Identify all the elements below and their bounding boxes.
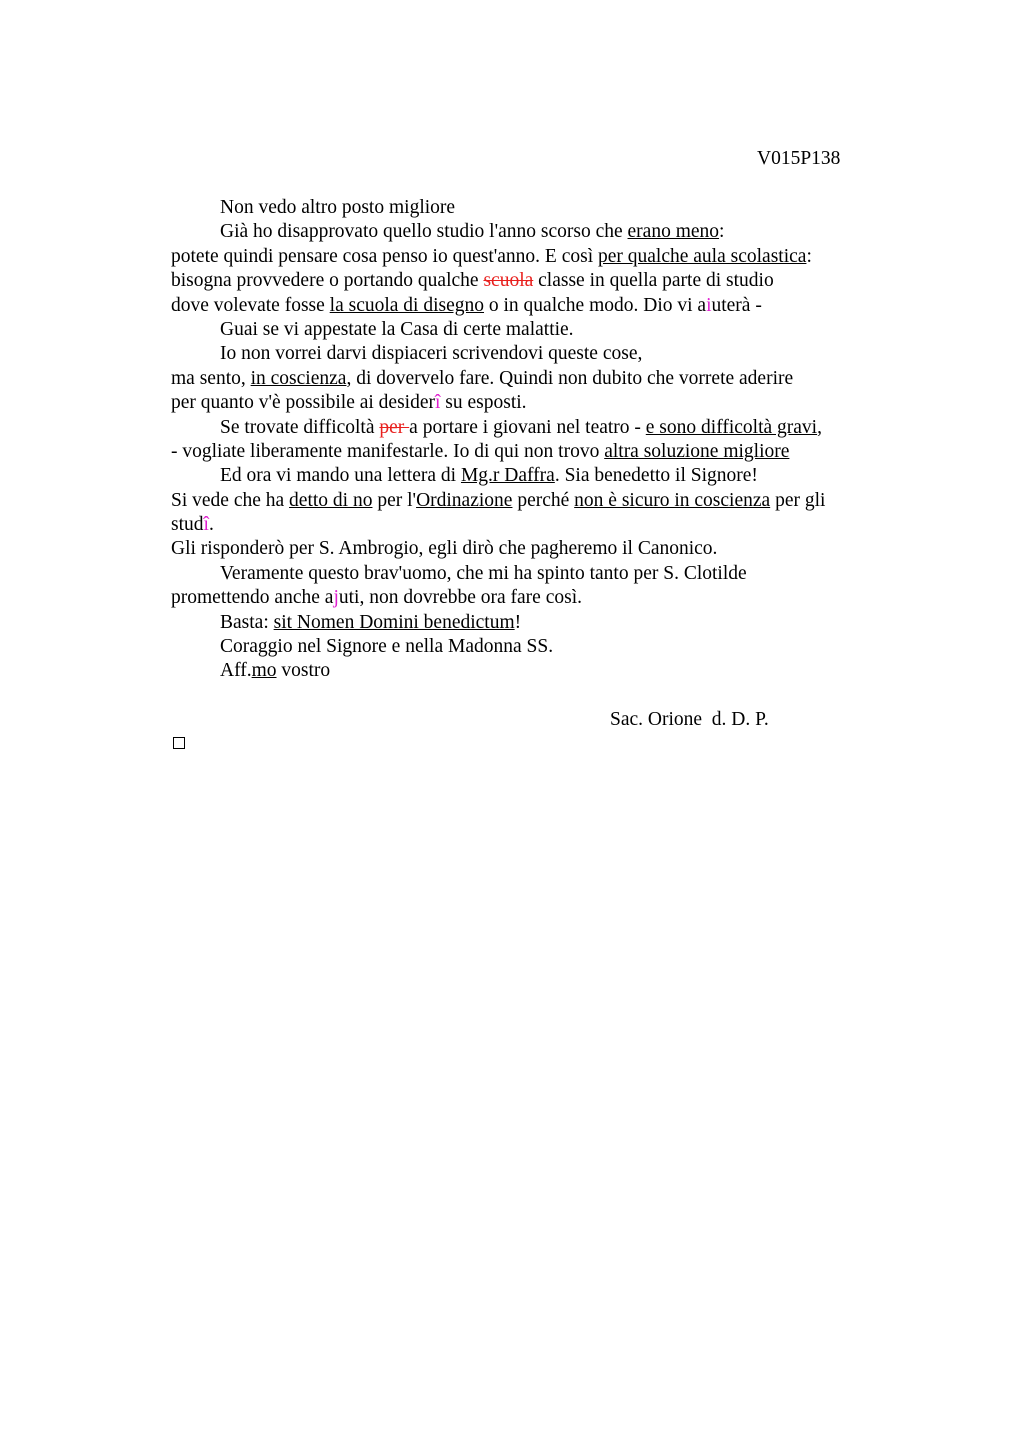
text-line <box>171 196 871 220</box>
underlined-text: mo <box>251 660 277 682</box>
underlined-text: sit Nomen Domini benedictum <box>273 611 515 633</box>
text-segment: per l' <box>372 489 417 511</box>
text-line <box>171 318 871 342</box>
text-segment: , di dovervelo fare. Quindi non dubito che vorrete aderire <box>346 367 794 389</box>
signature: Sac. Orione d. D. P. <box>610 709 769 730</box>
text-segment: promettendo anche a <box>171 587 334 609</box>
text-line <box>171 513 871 537</box>
text-line <box>171 635 871 659</box>
text-segment: Già ho disapprovato quello studio l'anno scorso che <box>220 221 628 243</box>
underlined-text: Ordinazione <box>416 489 513 511</box>
text-line <box>171 416 871 440</box>
text-segment: dove volevate fosse <box>171 294 330 316</box>
text-segment: Veramente questo brav'uomo, che mi ha spinto tanto per S. Clotilde <box>220 562 747 584</box>
inserted-letter: î <box>434 392 441 414</box>
text-line <box>171 611 871 635</box>
text-segment: per gli <box>770 489 826 511</box>
text-segment: stud <box>171 514 204 536</box>
text-segment: Si vede che ha <box>171 489 290 511</box>
text-segment: . <box>208 514 214 536</box>
text-segment: Coraggio nel Signore e nella Madonna SS. <box>220 636 554 658</box>
underlined-text: la scuola di disegno <box>329 294 485 316</box>
page-reference: V015P138 <box>757 148 841 169</box>
underlined-text: non è sicuro in coscienza <box>574 489 771 511</box>
text-line <box>171 342 871 366</box>
text-line <box>171 586 871 610</box>
text-segment: per quanto v'è possibile ai desider <box>171 392 435 414</box>
text-segment: Ed ora vi mando una lettera di <box>220 465 461 487</box>
text-line <box>171 440 871 464</box>
text-segment: perché <box>512 489 575 511</box>
text-segment: Aff. <box>220 660 252 682</box>
text-line <box>171 245 871 269</box>
text-segment: : <box>719 221 725 243</box>
text-segment: : <box>806 245 812 267</box>
underlined-text: per qualche aula scolastica <box>598 245 807 267</box>
text-line <box>171 367 871 391</box>
text-segment: - vogliate liberamente manifestarle. Io di qui non trovo <box>171 440 605 462</box>
text-segment: Guai se vi appestate la Casa di certe malattie. <box>220 318 574 340</box>
underlined-text: in coscienza <box>250 367 347 389</box>
text-segment: . Sia benedetto il Signore! <box>554 465 758 487</box>
text-segment: , <box>817 416 822 438</box>
text-segment: uterà - <box>711 294 762 316</box>
text-line <box>171 489 871 513</box>
text-segment: vostro <box>276 660 331 682</box>
text-segment: potete quindi pensare cosa penso io quest'anno. E così <box>171 245 598 267</box>
inserted-letter: î <box>203 514 209 536</box>
text-segment: uti, non dovrebbe ora fare così. <box>338 587 582 609</box>
deleted-text: per <box>379 416 410 438</box>
text-line <box>171 391 871 415</box>
text-segment: ma sento, <box>171 367 251 389</box>
text-line <box>171 537 871 561</box>
text-line <box>171 269 871 293</box>
inserted-letter: i <box>706 294 712 316</box>
text-segment: Basta: <box>220 611 274 633</box>
letter-body <box>171 196 871 684</box>
text-segment: o in qualche modo. Dio vi a <box>484 294 707 316</box>
text-line <box>171 464 871 488</box>
text-segment: Se trovate difficoltà <box>220 416 380 438</box>
underlined-text: detto di no <box>289 489 373 511</box>
text-line <box>171 659 871 683</box>
text-segment: classe in quella parte di studio <box>533 270 774 292</box>
text-line <box>171 562 871 586</box>
text-segment: Non vedo altro posto migliore <box>220 197 456 218</box>
inserted-letter: j <box>333 587 339 609</box>
text-segment: su esposti. <box>440 392 527 414</box>
deleted-text: scuola <box>483 270 534 292</box>
underlined-text: erano meno <box>627 221 720 243</box>
text-segment: a portare i giovani nel teatro - <box>409 416 646 438</box>
text-segment: Gli risponderò per S. Ambrogio, egli dirò che pagheremo il Canonico. <box>171 538 718 560</box>
text-segment: ! <box>514 611 522 633</box>
underlined-text: altra soluzione migliore <box>604 440 790 462</box>
underlined-text: e sono difficoltà gravi <box>645 416 818 438</box>
text-segment: bisogna provvedere o portando qualche <box>171 270 484 292</box>
text-line <box>171 294 871 318</box>
text-line <box>171 220 871 244</box>
underlined-text: Mg.r Daffra <box>460 465 555 487</box>
end-marker-box <box>173 737 185 749</box>
text-segment: Io non vorrei darvi dispiaceri scrivendovi queste cose, <box>220 343 643 365</box>
